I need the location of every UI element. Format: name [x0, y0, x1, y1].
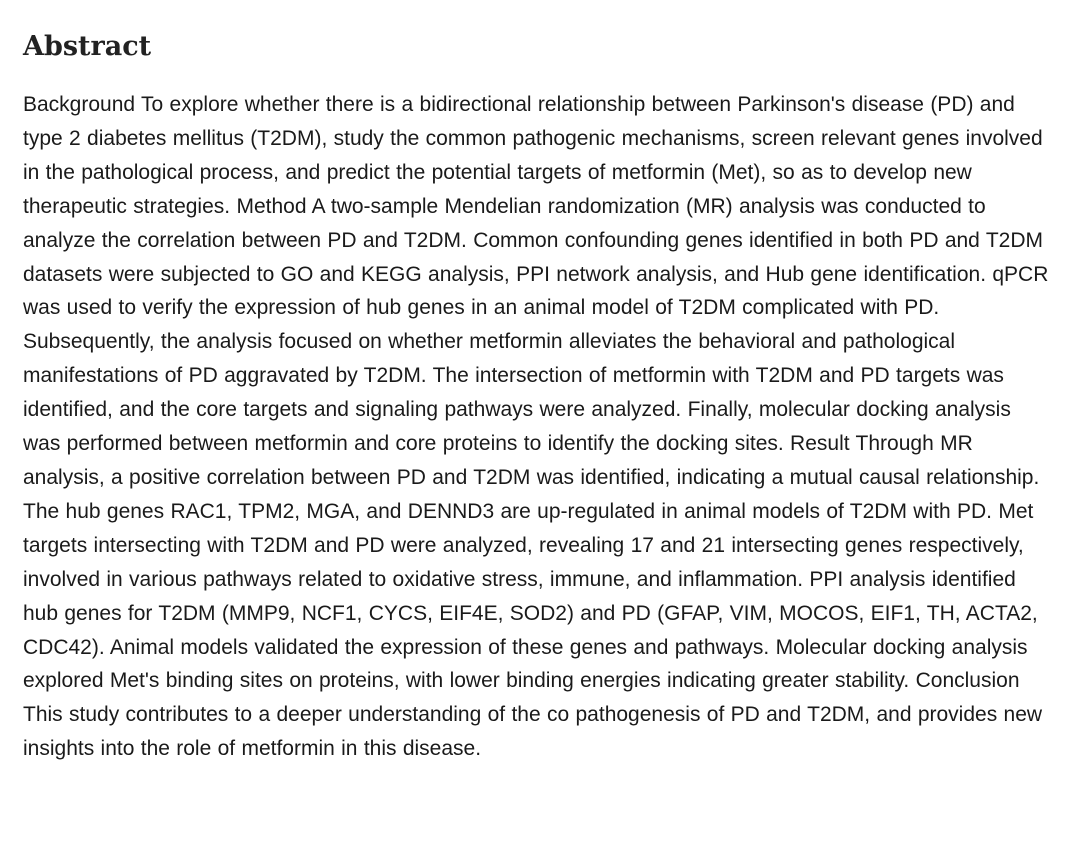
abstract-heading: Abstract — [23, 31, 152, 62]
abstract-body: Background To explore whether there is a bidirectional relationship between Parkinson's disease (PD) and type 2 diabetes mellitus (T2DM), study the common pathogenic mechanisms, screen relevant genes involved in the pathological process, and predict the potential targets of metformin (Met), so as to develop new therapeutic strategies. Method A two-sample Mendelian randomization (MR) analysis was conducted to analyze the correlation between PD and T2DM. Common confounding genes identified in both PD and T2DM datasets were subjected to GO and KEGG analysis, PPI network analysis, and Hub gene identification. qPCR was used to verify the expression of hub genes in an animal model of T2DM complicated with PD. Subsequently, the analysis focused on whether metformin alleviates the behavioral and pathological manifestations of PD aggravated by T2DM. The intersection of metformin with T2DM and PD targets was identified, and the core targets and signaling pathways were analyzed. Finally, molecular docking analysis was performed between metformin and core proteins to identify the docking sites. Result Through MR analysis, a positive correlation between PD and T2DM was identified, indicating a mutual causal relationship. The hub genes RAC1, TPM2, MGA, and DENND3 are up-regulated in animal models of T2DM with PD. Met targets intersecting with T2DM and PD were analyzed, revealing 17 and 21 intersecting genes respectively, involved in various pathways related to oxidative stress, immune, and inflammation. PPI analysis identified hub genes for T2DM (MMP9, NCF1, CYCS, EIF4E, SOD2) and PD (GFAP, VIM, MOCOS, EIF1, TH, ACTA2, CDC42). Animal models validated the expression of these genes and pathways. Molecular docking analysis explored Met's binding sites on proteins, with lower binding energies indicating greater stability. Conclusion This study contributes to a deeper understanding of the co pathogenesis of PD and T2DM, and provides new insights into the role of metformin in this disease. — [23, 93, 1049, 761]
abstract-section — [23, 24, 1053, 766]
